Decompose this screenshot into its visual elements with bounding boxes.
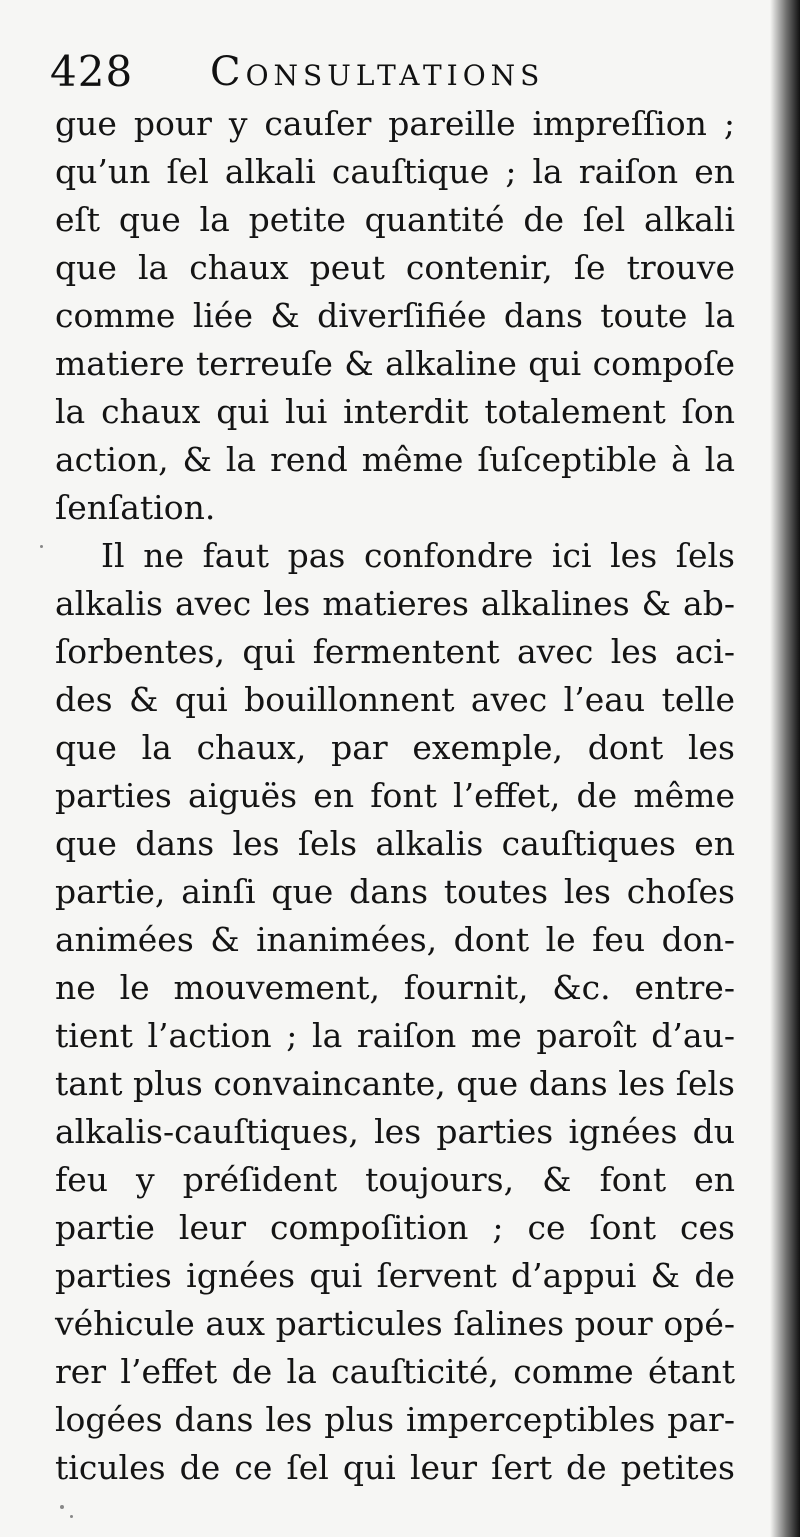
text-line: parties aiguës en font l’effet, de même xyxy=(55,776,735,815)
text-line: partie, ainſi que dans toutes les choſes xyxy=(55,872,735,911)
scan-speck xyxy=(40,545,43,548)
page-edge-shadow xyxy=(770,0,800,1537)
text-line: tant plus convaincante, que dans les ſels xyxy=(55,1064,735,1103)
text-line: action, & la rend même ſuſceptible à la xyxy=(55,440,735,479)
text-line: ticules de ce ſel qui leur ſert de petites xyxy=(55,1448,735,1487)
text-line: eſt que la petite quantité de ſel alkali xyxy=(55,200,735,239)
text-line: parties ignées qui ſervent d’appui & de xyxy=(55,1256,735,1295)
text-line: véhicule aux particules ſalines pour opé- xyxy=(55,1304,735,1343)
paragraph-start-line: Il ne faut pas confondre ici les ſels xyxy=(101,536,735,575)
text-line: que la chaux, par exemple, dont les xyxy=(55,728,735,767)
text-line: la chaux qui lui interdit totalement ſon xyxy=(55,392,735,431)
text-line: rer l’effet de la cauſticité, comme étant xyxy=(55,1352,735,1391)
text-line: tient l’action ; la raiſon me paroît d’au- xyxy=(55,1016,735,1055)
paragraph-end-line: ſenſation. xyxy=(55,488,216,527)
text-line: des & qui bouillonnent avec l’eau telle xyxy=(55,680,735,719)
running-head: Consultations xyxy=(210,49,545,95)
text-line: feu y préſident toujours, & font en xyxy=(55,1160,735,1199)
text-line: logées dans les plus imperceptibles par- xyxy=(55,1400,735,1439)
text-line: alkalis avec les matieres alkalines & ab- xyxy=(55,584,735,623)
text-line: partie leur compoſition ; ce ſont ces xyxy=(55,1208,735,1247)
text-line: alkalis-cauſtiques, les parties ignées du xyxy=(55,1112,735,1151)
text-line: gue pour y cauſer pareille impreſſion ; xyxy=(55,104,735,143)
text-line: animées & inanimées, dont le feu don- xyxy=(55,920,735,959)
text-line: ne le mouvement, fournit, &c. entre- xyxy=(55,968,735,1007)
text-line: que la chaux peut contenir, ſe trouve xyxy=(55,248,735,287)
body-text xyxy=(55,100,735,1492)
text-line: que dans les ſels alkalis cauſtiques en xyxy=(55,824,735,863)
page-number: 428 xyxy=(50,47,134,96)
scan-speck xyxy=(60,1505,64,1509)
text-line: matiere terreuſe & alkaline qui compoſe xyxy=(55,344,735,383)
text-line: ſorbentes, qui fermentent avec les aci- xyxy=(55,632,735,671)
scan-speck xyxy=(70,1515,73,1518)
text-line: comme liée & diverſifiée dans toute la xyxy=(55,296,735,335)
page-header xyxy=(50,44,750,100)
text-line: qu’un ſel alkali cauſtique ; la raiſon en xyxy=(55,152,735,191)
